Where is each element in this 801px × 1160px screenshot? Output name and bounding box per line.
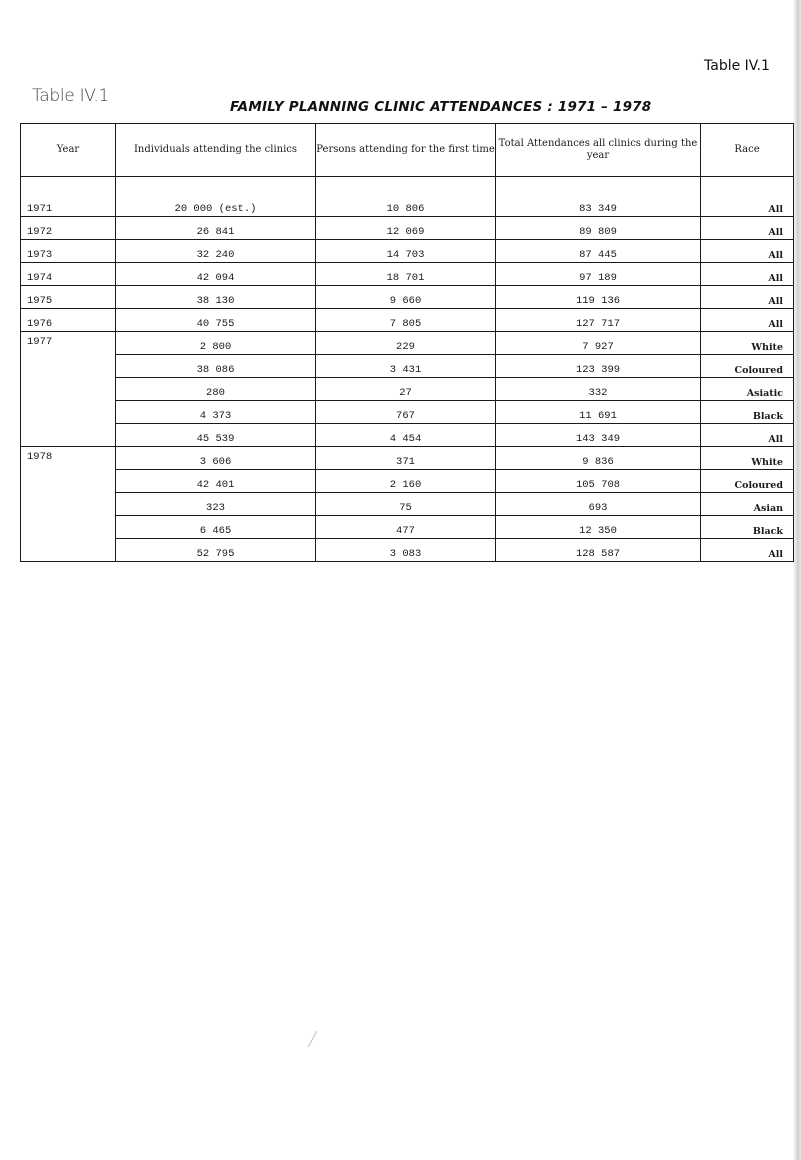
- cell-individuals: 38 130: [116, 286, 316, 309]
- cell-total: 123 399: [496, 355, 701, 378]
- cell-year: 1975: [21, 286, 116, 309]
- table-row: [21, 401, 794, 424]
- cell-individuals: 42 401: [116, 470, 316, 493]
- table-row: [21, 217, 794, 240]
- cell-first-time: 10 806: [316, 177, 496, 217]
- cell-race: Black: [701, 401, 794, 424]
- cell-total: 87 445: [496, 240, 701, 263]
- table-row: [21, 470, 794, 493]
- header-race: Race: [701, 124, 794, 177]
- cell-race: White: [701, 332, 794, 355]
- cell-race: Coloured: [701, 470, 794, 493]
- cell-individuals: 6 465: [116, 516, 316, 539]
- cell-individuals: 20 000 (est.): [116, 177, 316, 217]
- table-row: [21, 177, 794, 217]
- cell-first-time: 7 805: [316, 309, 496, 332]
- cell-total: 9 836: [496, 447, 701, 470]
- table-reference-top-right: Table IV.1: [704, 58, 770, 74]
- cell-individuals: 42 094: [116, 263, 316, 286]
- cell-first-time: 767: [316, 401, 496, 424]
- cell-first-time: 18 701: [316, 263, 496, 286]
- cell-individuals: 45 539: [116, 424, 316, 447]
- cell-first-time: 3 083: [316, 539, 496, 562]
- header-individuals: Individuals attending the clinics: [116, 124, 316, 177]
- cell-total: 11 691: [496, 401, 701, 424]
- cell-year: 1976: [21, 309, 116, 332]
- cell-total: 332: [496, 378, 701, 401]
- cell-race: All: [701, 539, 794, 562]
- cell-year: 1978: [21, 447, 116, 562]
- cell-individuals: 3 606: [116, 447, 316, 470]
- cell-year: 1973: [21, 240, 116, 263]
- table-reference-left: Table IV.1: [32, 86, 110, 106]
- header-year: Year: [21, 124, 116, 177]
- cell-total: 83 349: [496, 177, 701, 217]
- table-title: FAMILY PLANNING CLINIC ATTENDANCES : 1971 – 1978: [230, 99, 652, 115]
- cell-total: 143 349: [496, 424, 701, 447]
- cell-total: 105 708: [496, 470, 701, 493]
- cell-race: All: [701, 177, 794, 217]
- cell-race: All: [701, 424, 794, 447]
- cell-year: 1971: [21, 177, 116, 217]
- table-row: [21, 424, 794, 447]
- cell-total: 119 136: [496, 286, 701, 309]
- cell-first-time: 12 069: [316, 217, 496, 240]
- table-row: [21, 493, 794, 516]
- cell-total: 97 189: [496, 263, 701, 286]
- cell-individuals: 26 841: [116, 217, 316, 240]
- cell-total: 7 927: [496, 332, 701, 355]
- cell-first-time: 477: [316, 516, 496, 539]
- cell-first-time: 229: [316, 332, 496, 355]
- cell-individuals: 280: [116, 378, 316, 401]
- cell-first-time: 75: [316, 493, 496, 516]
- cell-individuals: 2 800: [116, 332, 316, 355]
- header-total: Total Attendances all clinics during the year: [496, 124, 701, 177]
- cell-total: 12 350: [496, 516, 701, 539]
- cell-individuals: 38 086: [116, 355, 316, 378]
- cell-race: All: [701, 240, 794, 263]
- pen-mark: [308, 1031, 317, 1047]
- cell-first-time: 14 703: [316, 240, 496, 263]
- table-row: [21, 378, 794, 401]
- cell-individuals: 52 795: [116, 539, 316, 562]
- cell-total: 693: [496, 493, 701, 516]
- cell-race: All: [701, 309, 794, 332]
- table-row: [21, 332, 794, 355]
- cell-year: 1977: [21, 332, 116, 447]
- cell-race: All: [701, 263, 794, 286]
- cell-race: Coloured: [701, 355, 794, 378]
- table-row: [21, 516, 794, 539]
- cell-first-time: 2 160: [316, 470, 496, 493]
- table-row: [21, 447, 794, 470]
- cell-individuals: 32 240: [116, 240, 316, 263]
- cell-first-time: 3 431: [316, 355, 496, 378]
- cell-individuals: 323: [116, 493, 316, 516]
- cell-race: All: [701, 286, 794, 309]
- cell-first-time: 27: [316, 378, 496, 401]
- page-edge-shadow: [793, 0, 801, 1160]
- table-row: [21, 309, 794, 332]
- cell-race: Asian: [701, 493, 794, 516]
- header-first-time: Persons attending for the first time: [316, 124, 496, 177]
- table-row: [21, 286, 794, 309]
- cell-total: 127 717: [496, 309, 701, 332]
- cell-race: White: [701, 447, 794, 470]
- cell-year: 1972: [21, 217, 116, 240]
- cell-race: Asiatic: [701, 378, 794, 401]
- cell-race: All: [701, 217, 794, 240]
- table-row: [21, 240, 794, 263]
- table-row: [21, 355, 794, 378]
- cell-year: 1974: [21, 263, 116, 286]
- cell-total: 89 809: [496, 217, 701, 240]
- cell-race: Black: [701, 516, 794, 539]
- cell-individuals: 4 373: [116, 401, 316, 424]
- cell-first-time: 4 454: [316, 424, 496, 447]
- cell-total: 128 587: [496, 539, 701, 562]
- attendance-table: [20, 123, 794, 562]
- table-row: [21, 263, 794, 286]
- header-row: [21, 124, 794, 177]
- table-row: [21, 539, 794, 562]
- cell-first-time: 371: [316, 447, 496, 470]
- cell-first-time: 9 660: [316, 286, 496, 309]
- cell-individuals: 40 755: [116, 309, 316, 332]
